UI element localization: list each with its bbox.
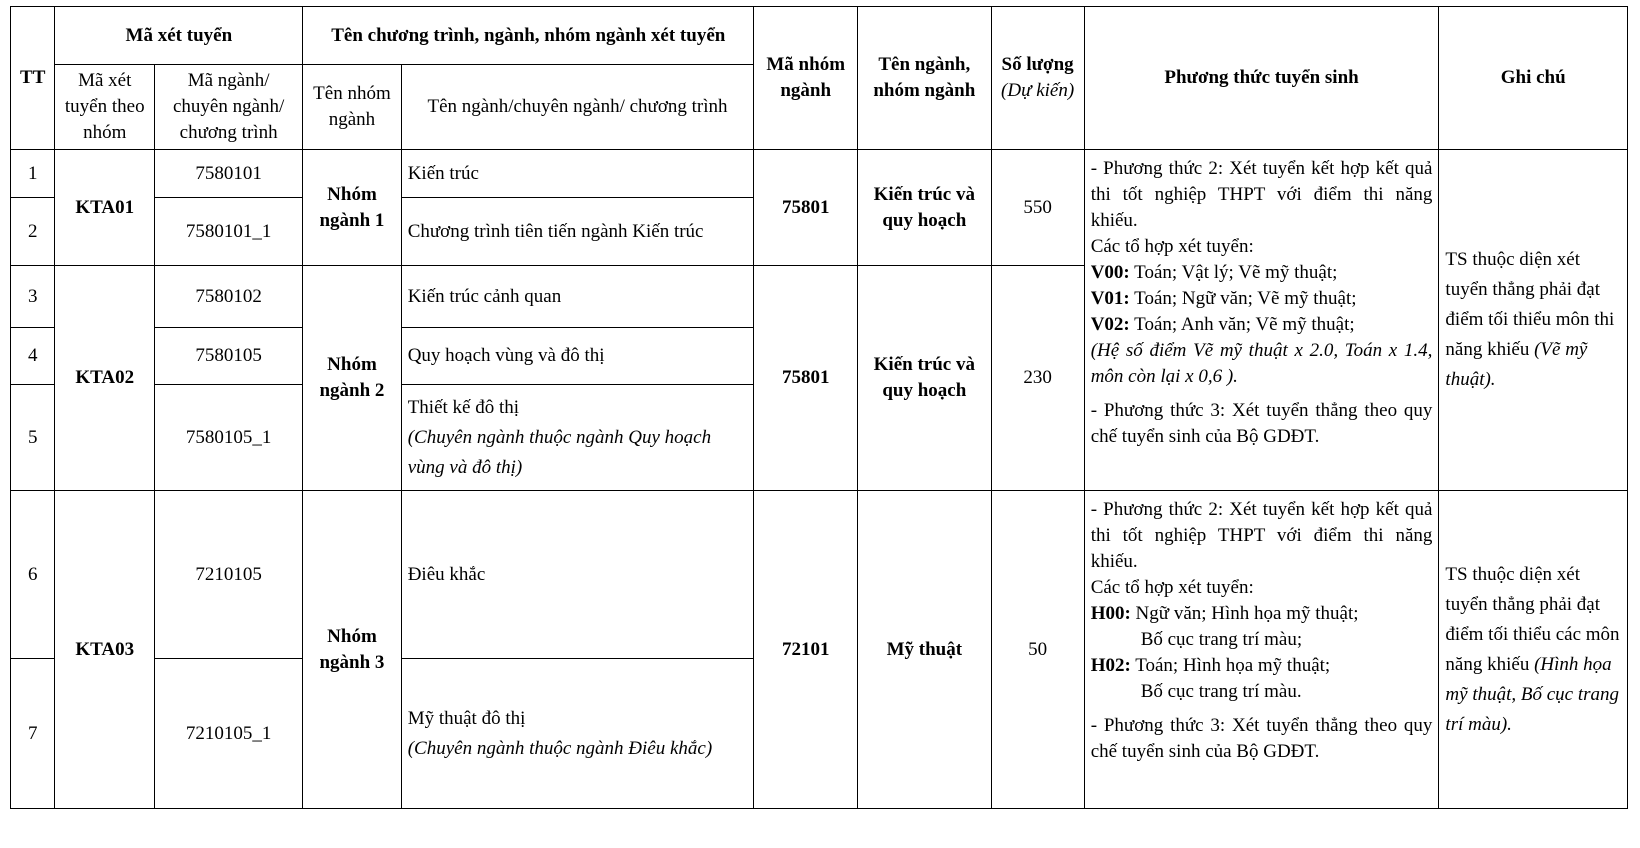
admission-table: [10, 6, 1628, 809]
combo-subjects: Toán; Vật lý; Vẽ mỹ thuật;: [1134, 262, 1338, 283]
row-tt: 7: [11, 659, 55, 809]
row-code: 7580105_1: [155, 385, 303, 491]
header-tt: TT: [11, 7, 55, 150]
row-name: Điêu khắc: [401, 491, 754, 659]
to-hop-label: Các tổ hợp xét tuyển:: [1090, 577, 1254, 598]
phuong-thuc-cell-b: [1084, 491, 1439, 809]
combo-code: V00:: [1090, 262, 1130, 283]
header-ten-nhom-nganh: Tên nhóm ngành: [303, 65, 401, 150]
group-ma: KTA02: [55, 266, 155, 491]
combo-subjects: Ngữ văn; Hình họa mỹ thuật;: [1135, 603, 1359, 624]
row-name: Kiến trúc cảnh quan: [401, 266, 754, 328]
group-ma-nhom: 75801: [754, 150, 858, 266]
header-du-kien: (Dự kiến): [1001, 80, 1075, 101]
row-code: 7210105_1: [155, 659, 303, 809]
group-ma: KTA03: [55, 491, 155, 809]
row-tt: 1: [11, 150, 55, 198]
row-note: (Chuyên ngành thuộc ngành Quy hoạch vùng và đô thị): [407, 426, 712, 478]
group-so-luong: 50: [991, 491, 1084, 809]
group-ten: Mỹ thuật: [858, 491, 991, 809]
row-code: 7580105: [155, 328, 303, 385]
ghi-chu-cell-b: [1439, 491, 1628, 809]
group-nhom: Nhóm ngành 2: [303, 266, 401, 491]
combo-code: V02:: [1090, 314, 1130, 335]
to-hop-label: Các tổ hợp xét tuyển:: [1090, 236, 1254, 257]
phuong-thuc-cell-a: [1084, 150, 1439, 491]
group-ma-nhom: 72101: [754, 491, 858, 809]
group-nhom: Nhóm ngành 3: [303, 491, 401, 809]
ghi-chu-cell-a: [1439, 150, 1628, 491]
header-ghi-chu: Ghi chú: [1439, 7, 1628, 150]
row-code: 7580101_1: [155, 198, 303, 266]
group-so-luong: 550: [991, 150, 1084, 266]
combo-v02: [1091, 312, 1433, 338]
row-tt: 4: [11, 328, 55, 385]
combo-v00: [1091, 260, 1433, 286]
header-ten-chuong-trinh: Tên chương trình, ngành, nhóm ngành xét tuyển: [303, 7, 754, 65]
combo-h02: [1091, 653, 1433, 679]
row-note: (Chuyên ngành thuộc ngành Điêu khắc): [407, 737, 713, 759]
row-name: Mỹ thuật đô thị: [407, 707, 526, 729]
combo-subjects: Toán; Ngữ văn; Vẽ mỹ thuật;: [1134, 288, 1357, 309]
pt2-text: - Phương thức 2: Xét tuyển kết hợp kết quả thi tốt nghiệp THPT với điểm thi năng khiếu.: [1090, 158, 1433, 231]
group-ma: KTA01: [55, 150, 155, 266]
row-name-cell: [401, 659, 754, 809]
row-tt: 5: [11, 385, 55, 491]
pt3-text: - Phương thức 3: Xét tuyển thẳng theo quy chế tuyển sinh của Bộ GDĐT.: [1090, 400, 1433, 447]
row-name-cell: [401, 385, 754, 491]
row-name: Chương trình tiên tiến ngành Kiến trúc: [401, 198, 754, 266]
row-name: Kiến trúc: [401, 150, 754, 198]
header-ma-nhom-nganh: Mã nhóm ngành: [754, 7, 858, 150]
combo-h00-cont: Bố cục trang trí màu;: [1140, 629, 1303, 650]
combo-code: H02:: [1090, 655, 1131, 676]
row-tt: 6: [11, 491, 55, 659]
table-row: [11, 150, 1628, 198]
he-so-note: (Hệ số điểm Vẽ mỹ thuật x 2.0, Toán x 1.4, môn còn lại x 0,6 ).: [1090, 340, 1433, 387]
ghi-chu-italic: (Hình họa mỹ thuật, Bố cục trang trí màu).: [1445, 653, 1620, 735]
combo-code: V01:: [1090, 288, 1130, 309]
header-phuong-thuc: Phương thức tuyển sinh: [1084, 7, 1439, 150]
table-row: [11, 491, 1628, 659]
group-so-luong: 230: [991, 266, 1084, 491]
pt2-text: - Phương thức 2: Xét tuyển kết hợp kết quả thi tốt nghiệp THPT với điểm thi năng khiếu.: [1090, 499, 1433, 572]
header-ma-xet-tuyen-theo-nhom: Mã xét tuyển theo nhóm: [55, 65, 155, 150]
combo-subjects: Toán; Anh văn; Vẽ mỹ thuật;: [1134, 314, 1355, 335]
group-nhom: Nhóm ngành 1: [303, 150, 401, 266]
header-ten-nganh-nhom-nganh: Tên ngành, nhóm ngành: [858, 7, 991, 150]
row-code: 7210105: [155, 491, 303, 659]
header-so-luong: [991, 7, 1084, 150]
ghi-chu-text: TS thuộc diện xét tuyển thẳng phải đạt điểm tối thiểu các môn năng khiếu: [1445, 563, 1620, 675]
header-ten-nganh-chuyen-nganh: Tên ngành/chuyên ngành/ chương trình: [401, 65, 754, 150]
row-code: 7580102: [155, 266, 303, 328]
row-code: 7580101: [155, 150, 303, 198]
combo-code: H00:: [1090, 603, 1131, 624]
row-name: Thiết kế đô thị: [407, 396, 520, 418]
row-tt: 3: [11, 266, 55, 328]
header-ma-nganh: Mã ngành/ chuyên ngành/ chương trình: [155, 65, 303, 150]
combo-h02-cont: Bố cục trang trí màu.: [1140, 681, 1302, 702]
header-ma-xet-tuyen: Mã xét tuyển: [55, 7, 303, 65]
ghi-chu-text: TS thuộc diện xét tuyển thẳng phải đạt điểm tối thiểu môn thi năng khiếu: [1445, 249, 1615, 360]
header-so-luong-label: Số lượng: [1001, 54, 1074, 75]
group-ten: Kiến trúc và quy hoạch: [858, 150, 991, 266]
combo-v01: [1091, 286, 1433, 312]
pt3-text: - Phương thức 3: Xét tuyển thẳng theo quy chế tuyển sinh của Bộ GDĐT.: [1090, 715, 1433, 762]
group-ma-nhom: 75801: [754, 266, 858, 491]
ghi-chu-italic: (Vẽ mỹ thuật).: [1445, 339, 1588, 390]
row-tt: 2: [11, 198, 55, 266]
group-ten: Kiến trúc và quy hoạch: [858, 266, 991, 491]
row-name: Quy hoạch vùng và đô thị: [401, 328, 754, 385]
combo-h00: [1091, 601, 1433, 627]
combo-subjects: Toán; Hình họa mỹ thuật;: [1135, 655, 1331, 676]
